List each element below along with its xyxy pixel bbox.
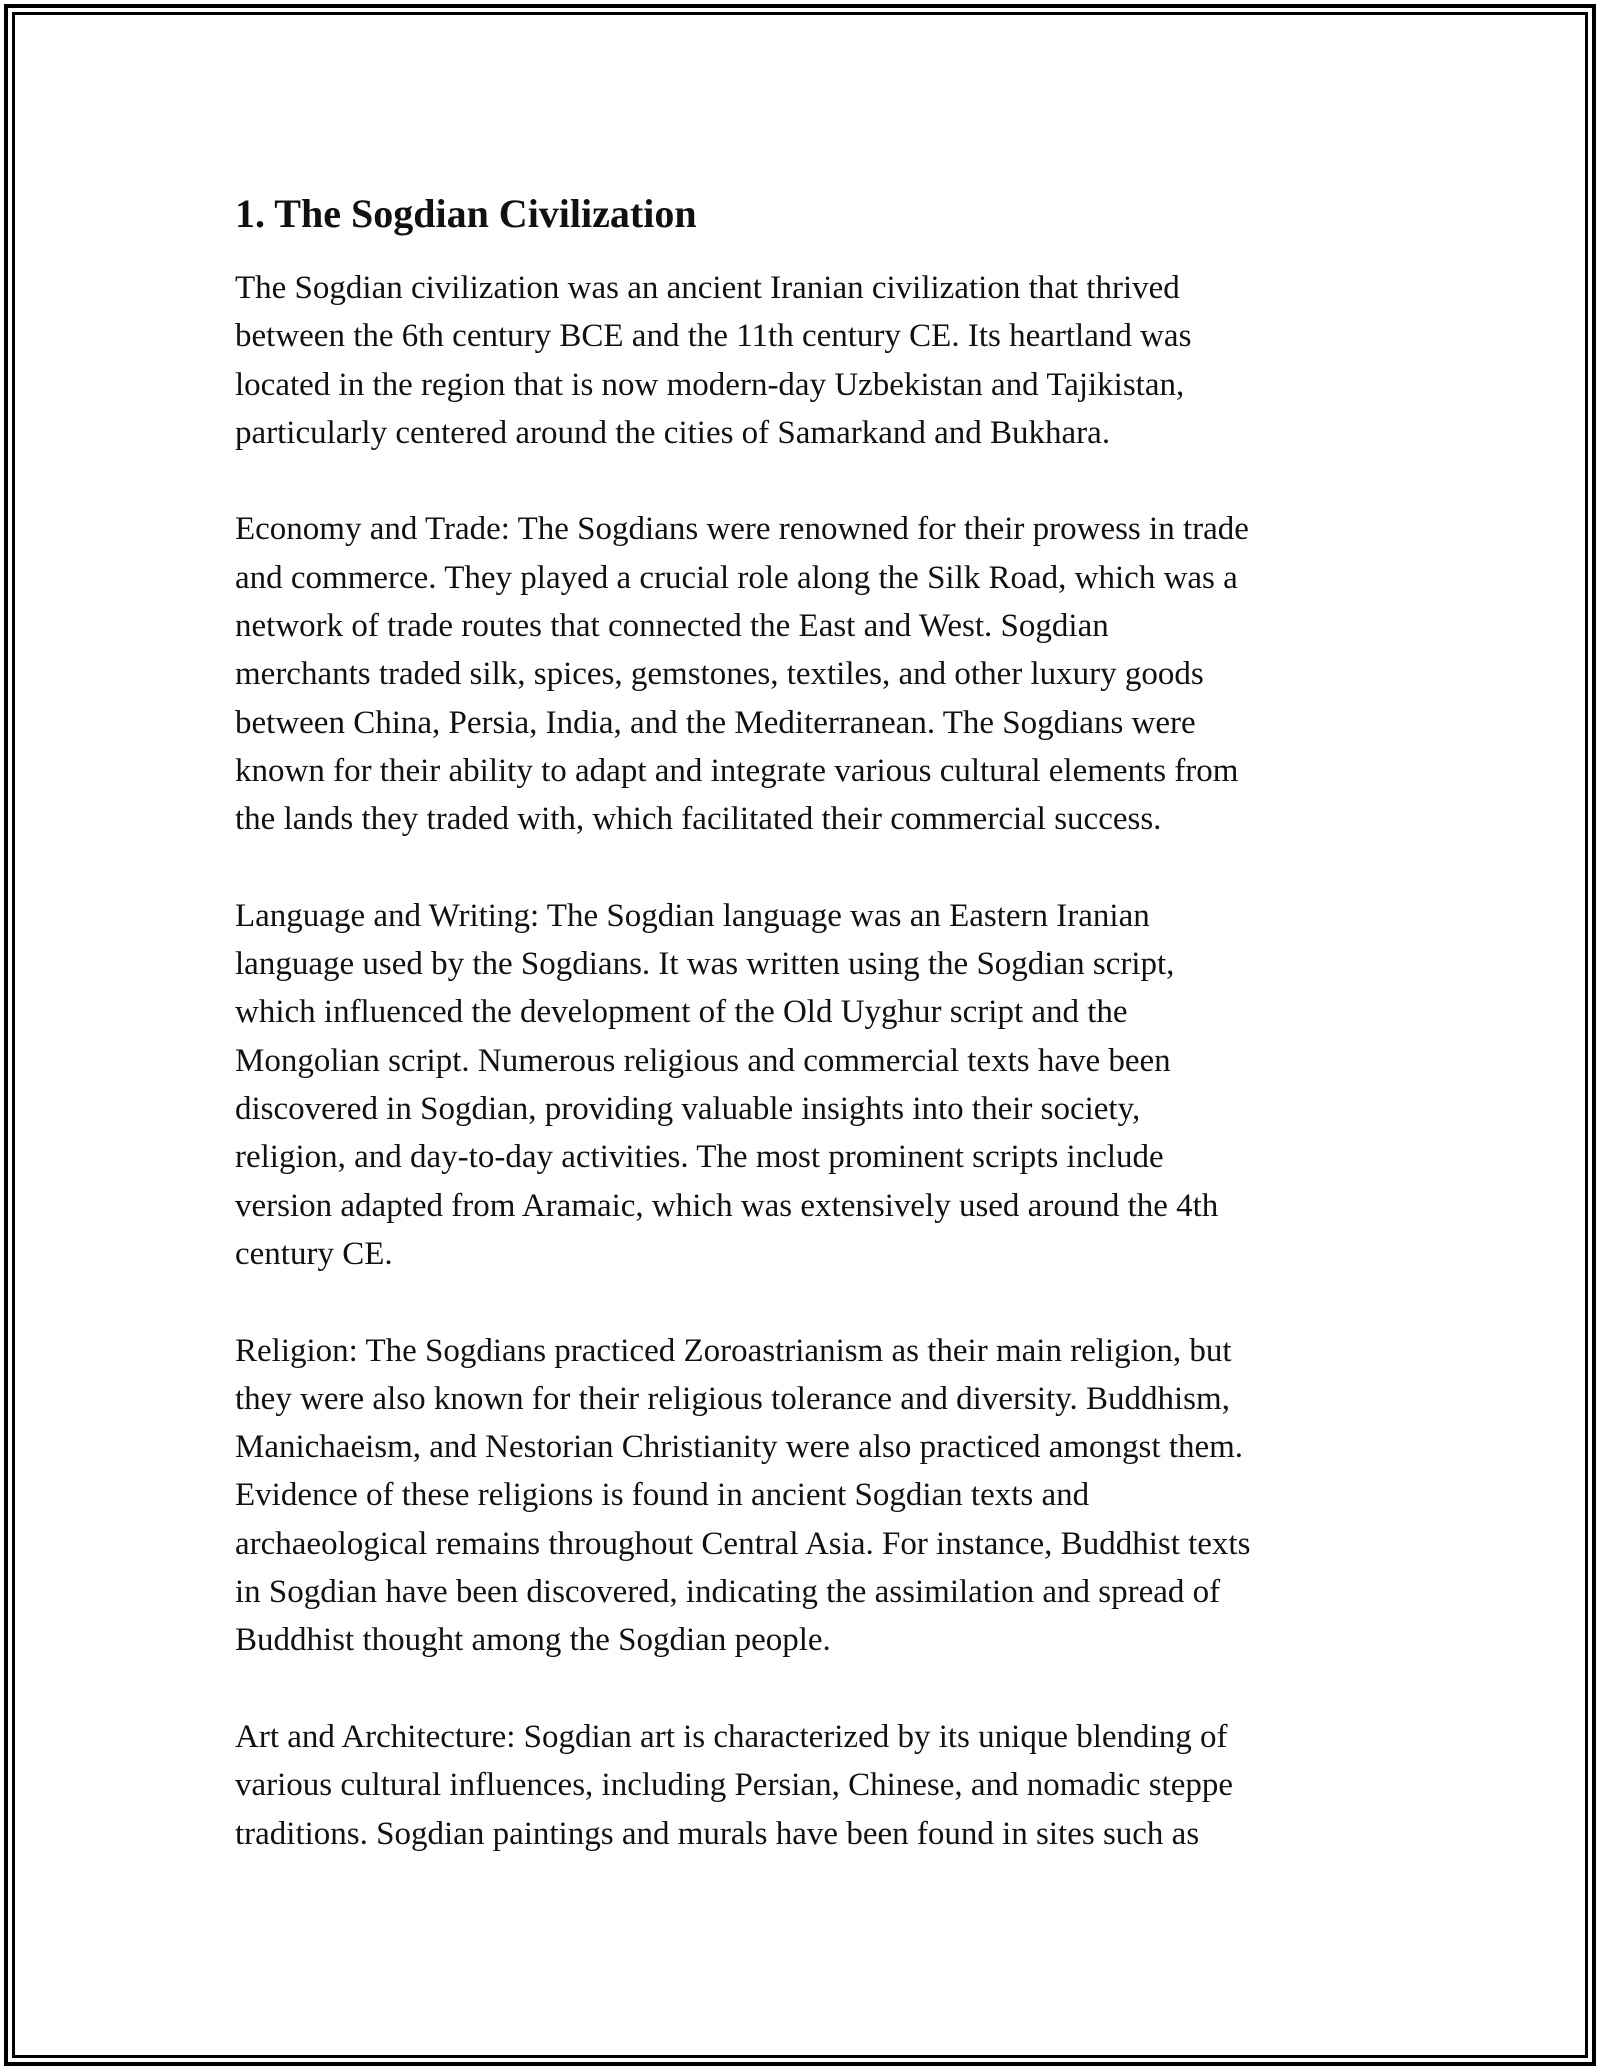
paragraph-economy-and-trade: Economy and Trade: The Sogdians were renowned for their prowess in trade and commerce. They played a crucial role along the Silk Road, which was a network of trade routes that connected the East and West. Sogdian merchants traded silk, spices, gemstones, textiles, and other luxury goods between China, Persia, India, and the Mediterranean. The Sogdians were known for their ability to adapt and integrate various cultural elements from the lands they traded with, which facilitated their commercial success.: [235, 511, 1249, 838]
section-heading: 1. The Sogdian Civilization: [235, 191, 697, 236]
paragraph-intro: The Sogdian civilization was an ancient Iranian civilization that thrived between the 6th century BCE and the 11th century CE. Its heartland was located in the region that is now modern-day Uzbekistan and Tajikistan, particularly centered around the cities of Samarkand and Bukhara.: [235, 270, 1192, 451]
paragraph-language-and-writing: Language and Writing: The Sogdian language was an Eastern Iranian language used by the Sogdians. It was written using the Sogdian script, which influenced the development of the Old Uyghur script and the Mongolian script. Numerous religious and commercial texts have been discovered in Sogdian, providing valuable insights into their society, religion, and day-to-day activities. The most prominent scripts include version adapted from Aramaic, which was extensively used around the 4th century CE.: [235, 897, 1219, 1272]
paragraph-religion: Religion: The Sogdians practiced Zoroastrianism as their main religion, but they were also known for their religious tolerance and diversity. Buddhism, Manichaeism, and Nestorian Christianity were also practiced amongst them. Evidence of these religions is found in ancient Sogdian texts and archaeological remains throughout Central Asia. For instance, Buddhist texts in Sogdian have been discovered, indicating the assimilation and spread of Buddhist thought among the Sogdian people.: [235, 1332, 1251, 1659]
paragraph-art-and-architecture: Art and Architecture: Sogdian art is characterized by its unique blending of various cultural influences, including Persian, Chinese, and nomadic steppe traditions. Sogdian paintings and murals have been found in sites such as: [235, 1718, 1233, 1852]
document-body: [235, 186, 1395, 1858]
